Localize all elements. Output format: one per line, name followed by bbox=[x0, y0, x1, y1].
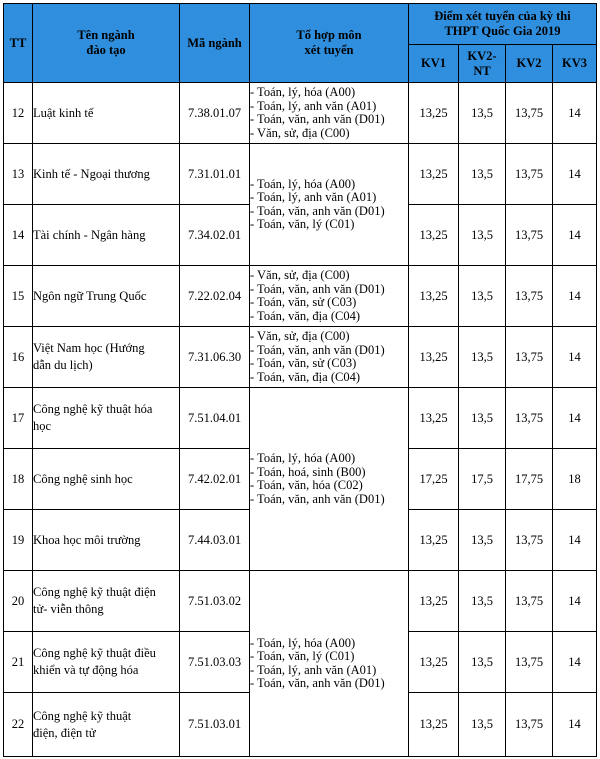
major-code: 7.31.06.30 bbox=[180, 327, 250, 388]
score-kv2nt: 13,5 bbox=[459, 205, 506, 266]
score-kv2: 13,75 bbox=[506, 205, 553, 266]
major-name bbox=[33, 205, 180, 266]
subject-combo-item: - Văn, sử, địa (C00) bbox=[250, 268, 350, 282]
subject-combo-item: - Toán, văn, anh văn (D01) bbox=[250, 203, 385, 218]
score-kv2nt: 13,5 bbox=[459, 632, 506, 693]
subject-combo-item: - Toán, văn, sử (C03) bbox=[250, 295, 357, 309]
subject-combo-item: - Toán, văn, anh văn (D01) bbox=[250, 676, 385, 690]
score-kv3: 14 bbox=[553, 205, 597, 266]
header-kv1: KV1 bbox=[409, 45, 459, 83]
score-kv1: 13,25 bbox=[409, 144, 459, 205]
major-code: 7.42.02.01 bbox=[180, 449, 250, 510]
major-name-line: Công nghệ kỹ thuật điện bbox=[33, 585, 156, 599]
score-kv3: 14 bbox=[553, 571, 597, 632]
score-kv2: 13,75 bbox=[506, 510, 553, 571]
subject-combo-item: - Toán, lý, anh văn (A01) bbox=[250, 190, 377, 204]
major-name-line: Khoa học môi trường bbox=[33, 532, 141, 547]
score-kv2nt: 13,5 bbox=[459, 266, 506, 327]
admission-score-table bbox=[3, 3, 597, 757]
subject-combo-item: - Văn, sử, địa (C00) bbox=[250, 329, 350, 343]
score-kv3: 14 bbox=[553, 693, 597, 757]
score-kv2nt: 13,5 bbox=[459, 388, 506, 449]
header-kv2nt bbox=[459, 45, 506, 83]
major-name-line: Công nghệ sinh học bbox=[33, 471, 133, 486]
major-code: 7.51.04.01 bbox=[180, 388, 250, 449]
row-number: 16 bbox=[4, 327, 33, 388]
row-number: 14 bbox=[4, 205, 33, 266]
header-kv2nt-line1: KV2- bbox=[467, 48, 497, 63]
subject-combo-cell bbox=[250, 266, 409, 327]
major-name-line: Kinh tế - Ngoại thương bbox=[33, 166, 150, 181]
header-row bbox=[4, 4, 597, 45]
major-code: 7.31.01.01 bbox=[180, 144, 250, 205]
row-number: 19 bbox=[4, 510, 33, 571]
score-kv3: 18 bbox=[553, 449, 597, 510]
score-kv3: 14 bbox=[553, 388, 597, 449]
major-name-line: Luật kinh tế bbox=[33, 105, 94, 120]
major-name bbox=[33, 144, 180, 205]
score-kv2nt: 13,5 bbox=[459, 693, 506, 757]
major-name bbox=[33, 693, 180, 757]
subject-combo-cell bbox=[250, 144, 409, 266]
score-kv1: 13,25 bbox=[409, 571, 459, 632]
score-kv2: 13,75 bbox=[506, 693, 553, 757]
header-subject-combo bbox=[250, 4, 409, 83]
major-name-line: dẫn du lịch) bbox=[33, 358, 93, 372]
row-number: 17 bbox=[4, 388, 33, 449]
major-name-line: điện, điện tử bbox=[33, 725, 96, 740]
subject-combo-item: - Toán, văn, lý (C01) bbox=[250, 649, 355, 663]
header-score-line1: Điểm xét tuyển của kỳ thi bbox=[434, 9, 571, 23]
score-kv2: 13,75 bbox=[506, 388, 553, 449]
table-row bbox=[4, 327, 597, 388]
row-number: 18 bbox=[4, 449, 33, 510]
row-number: 22 bbox=[4, 693, 33, 757]
header-subject-combo-line2: xét tuyển bbox=[304, 43, 354, 57]
subject-combo-item: - Toán, lý, anh văn (A01) bbox=[250, 98, 377, 113]
score-kv2: 13,75 bbox=[506, 571, 553, 632]
subject-combo-item: - Toán, lý, anh văn (A01) bbox=[250, 662, 377, 677]
header-tt: TT bbox=[4, 4, 33, 83]
row-number: 15 bbox=[4, 266, 33, 327]
major-name-line: Tài chính - Ngân hàng bbox=[33, 227, 146, 242]
subject-combo-item: - Toán, văn, hóa (C02) bbox=[250, 478, 363, 492]
major-name-line: tử- viễn thông bbox=[33, 602, 104, 616]
subject-combo-item: - Toán, lý, hóa (A00) bbox=[250, 85, 356, 99]
score-kv2: 13,75 bbox=[506, 327, 553, 388]
major-name bbox=[33, 388, 180, 449]
score-kv3: 14 bbox=[553, 144, 597, 205]
subject-combo-item: - Toán, văn, sử (C03) bbox=[250, 356, 357, 370]
header-major-name-line1: Tên ngành bbox=[77, 28, 135, 42]
row-number: 20 bbox=[4, 571, 33, 632]
score-kv3: 14 bbox=[553, 632, 597, 693]
score-kv2: 17,75 bbox=[506, 449, 553, 510]
score-kv2nt: 13,5 bbox=[459, 571, 506, 632]
score-kv1: 13,25 bbox=[409, 266, 459, 327]
subject-combo-item: - Toán, lý, hóa (A00) bbox=[250, 635, 356, 650]
header-major-code: Mã ngành bbox=[180, 4, 250, 83]
major-name bbox=[33, 266, 180, 327]
score-kv2: 13,75 bbox=[506, 83, 553, 144]
subject-combo-item: - Toán, văn, địa (C04) bbox=[250, 308, 360, 323]
score-kv2: 13,75 bbox=[506, 266, 553, 327]
score-kv2nt: 17,5 bbox=[459, 449, 506, 510]
score-kv1: 13,25 bbox=[409, 205, 459, 266]
score-kv1: 13,25 bbox=[409, 693, 459, 757]
row-number: 21 bbox=[4, 632, 33, 693]
score-kv3: 14 bbox=[553, 266, 597, 327]
score-kv2: 13,75 bbox=[506, 632, 553, 693]
major-code: 7.51.03.02 bbox=[180, 571, 250, 632]
major-name-line: Công nghệ kỹ thuật điều bbox=[33, 646, 156, 660]
major-name-line: Công nghệ kỹ thuật bbox=[33, 708, 132, 723]
score-kv2: 13,75 bbox=[506, 144, 553, 205]
subject-combo-item: - Toán, hoá, sinh (B00) bbox=[250, 464, 366, 479]
subject-combo-cell bbox=[250, 83, 409, 144]
row-number: 13 bbox=[4, 144, 33, 205]
major-name bbox=[33, 327, 180, 388]
table-row bbox=[4, 388, 597, 449]
major-name bbox=[33, 449, 180, 510]
table-row bbox=[4, 144, 597, 205]
score-kv3: 14 bbox=[553, 83, 597, 144]
header-score-line2: THPT Quốc Gia 2019 bbox=[444, 24, 561, 38]
subject-combo-item: - Toán, lý, hóa (A00) bbox=[250, 176, 356, 191]
score-kv2nt: 13,5 bbox=[459, 327, 506, 388]
major-code: 7.44.03.01 bbox=[180, 510, 250, 571]
header-score bbox=[409, 4, 597, 45]
subject-combo-item: - Toán, lý, hóa (A00) bbox=[250, 451, 356, 465]
subject-combo-item: - Toán, văn, anh văn (D01) bbox=[250, 281, 385, 296]
header-major-name bbox=[33, 4, 180, 83]
major-name bbox=[33, 571, 180, 632]
subject-combo-item: - Toán, văn, anh văn (D01) bbox=[250, 342, 385, 357]
score-kv1: 17,25 bbox=[409, 449, 459, 510]
header-kv2: KV2 bbox=[506, 45, 553, 83]
score-kv2nt: 13,5 bbox=[459, 510, 506, 571]
score-kv1: 13,25 bbox=[409, 388, 459, 449]
subject-combo-item: - Toán, văn, lý (C01) bbox=[250, 217, 355, 231]
score-kv1: 13,25 bbox=[409, 632, 459, 693]
major-name-line: Việt Nam học (Hướng bbox=[33, 341, 145, 355]
major-name-line: Ngôn ngữ Trung Quốc bbox=[33, 288, 147, 303]
score-kv2nt: 13,5 bbox=[459, 144, 506, 205]
major-code: 7.34.02.01 bbox=[180, 205, 250, 266]
score-kv3: 14 bbox=[553, 327, 597, 388]
header-subject-combo-line1: Tổ hợp môn bbox=[296, 28, 362, 42]
header-kv2nt-line2: NT bbox=[473, 63, 491, 78]
subject-combo-cell bbox=[250, 327, 409, 388]
major-code: 7.38.01.07 bbox=[180, 83, 250, 144]
major-name-line: Công nghệ kỹ thuật hóa bbox=[33, 402, 153, 416]
score-kv1: 13,25 bbox=[409, 327, 459, 388]
major-name-line: học bbox=[33, 419, 52, 433]
subject-combo-cell bbox=[250, 388, 409, 571]
row-number: 12 bbox=[4, 83, 33, 144]
header-major-name-line2: đào tạo bbox=[86, 43, 126, 57]
subject-combo-cell bbox=[250, 571, 409, 757]
score-kv2nt: 13,5 bbox=[459, 83, 506, 144]
subject-combo-item: - Toán, văn, anh văn (D01) bbox=[250, 491, 385, 506]
table-row bbox=[4, 266, 597, 327]
subject-combo-item: - Toán, văn, anh văn (D01) bbox=[250, 112, 385, 126]
major-name bbox=[33, 83, 180, 144]
major-name bbox=[33, 510, 180, 571]
score-kv1: 13,25 bbox=[409, 510, 459, 571]
major-name bbox=[33, 632, 180, 693]
subject-combo-item: - Toán, văn, địa (C04) bbox=[250, 369, 360, 384]
major-code: 7.22.02.04 bbox=[180, 266, 250, 327]
major-code: 7.51.03.03 bbox=[180, 632, 250, 693]
major-code: 7.51.03.01 bbox=[180, 693, 250, 757]
major-name-line: khiển và tự động hóa bbox=[33, 663, 139, 677]
table-row bbox=[4, 571, 597, 632]
score-kv3: 14 bbox=[553, 510, 597, 571]
header-kv3: KV3 bbox=[553, 45, 597, 83]
table-row bbox=[4, 83, 597, 144]
subject-combo-item: - Văn, sử, địa (C00) bbox=[250, 125, 350, 140]
score-kv1: 13,25 bbox=[409, 83, 459, 144]
